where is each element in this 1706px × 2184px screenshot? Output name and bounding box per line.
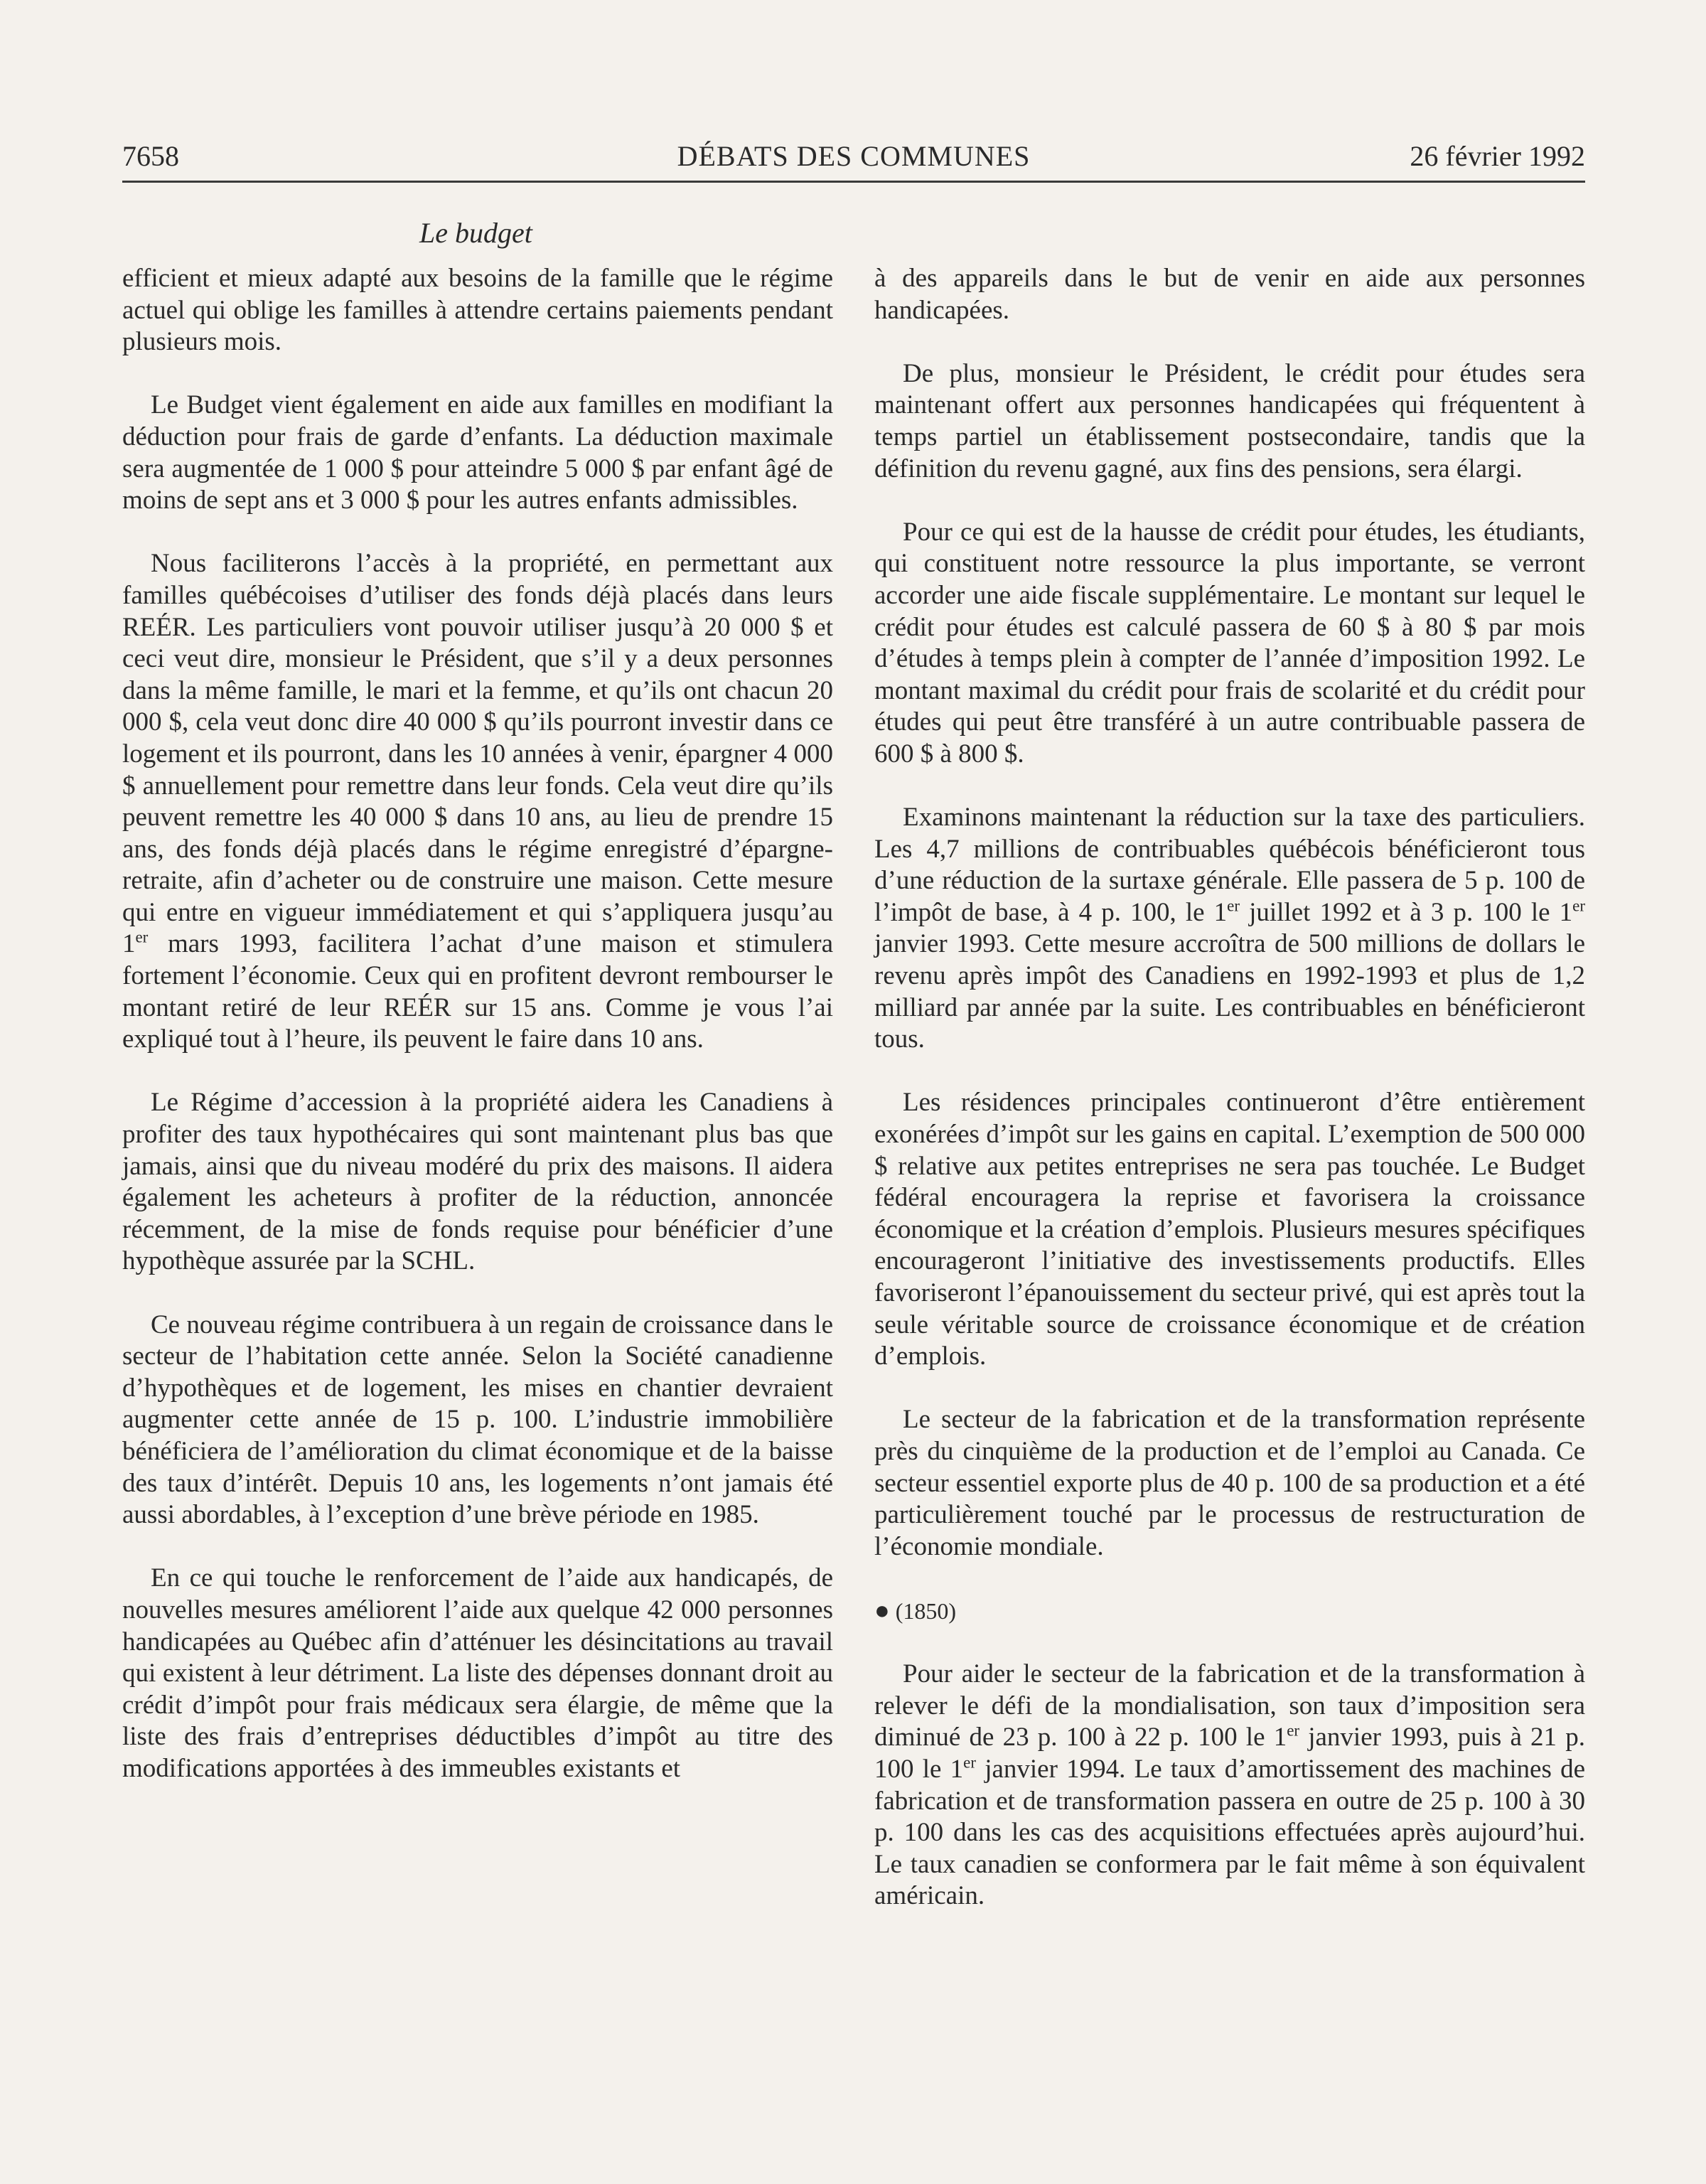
journal-title: DÉBATS DES COMMUNES — [677, 140, 1031, 172]
paragraph: efficient et mieux adapté aux besoins de la famille que le régime actuel qui oblige les familles à attendre certains paiements pendant plusieurs mois. — [122, 264, 833, 357]
superscript: er — [135, 928, 149, 947]
paragraph-text: juillet 1992 et à 3 p. 100 le 1 — [1240, 897, 1573, 927]
paragraph: Le Budget vient également en aide aux familles en modifiant la déduction pour frais de garde d’enfants. La déduction maximale sera augmentée de 1 000 $ pour atteindre 5 000 $ par enfant âgé de moins de sept ans et 3 000 $ pour les autres enfants admissibles. — [122, 390, 833, 515]
section-title: Le budget — [419, 217, 532, 249]
superscript: er — [1227, 896, 1240, 915]
page-header — [122, 135, 1585, 183]
right-column — [874, 263, 1585, 1944]
bullet-icon: ● — [874, 1595, 890, 1624]
paragraph-text: janvier 1993. Cette mesure accroîtra de 500 millions de dollars le revenu après impôt des Canadiens en 1992-1993 et plus de 1,2 milliard par année par la suite. Les contribuables en bénéficieront tous. — [874, 929, 1585, 1054]
paragraph — [874, 802, 1585, 1056]
paragraph: à des appareils dans le but de venir en aide aux personnes handicapées. — [874, 264, 1585, 325]
paragraph: Pour ce qui est de la hausse de crédit pour études, les étudiants, qui constituent notre ressource la plus importante, se verront accorder une aide fiscale supplémentaire. Le montant sur lequel le crédit pour études est calculé passera de 60 $ à 80 $ par mois d’études à temps plein à compter de l’année d’imposition 1992. Le montant maximal du crédit pour frais de scolarité et du crédit pour études qui peut être transféré à un autre contribuable passera de 600 $ à 800 $. — [874, 517, 1585, 769]
paragraph: Les résidences principales continueront d’être entièrement exonérées d’impôt sur les gains en capital. L’exemption de 500 000 $ relative aux petites entreprises ne sera pas touchée. Le Budget fédéral encouragera la reprise et favorisera la croissance économique et la création d’emplois. Plusieurs mesures spécifiques encourageront l’initiative des investissements productifs. Elles favoriseront l’épanouissement du secteur privé, qui est après tout la seule véritable source de croissance économique et de création d’emplois. — [874, 1088, 1585, 1371]
paragraph-text: Examinons maintenant la réduction sur la taxe des particuliers. Les 4,7 millions de contribuables québécois bénéficieront tous d’une réduction de la surtaxe générale. Elle passera de 5 p. 100 de l’impôt de base, à 4 p. 100, le 1 — [874, 803, 1585, 927]
page-number: 7658 — [122, 140, 179, 172]
left-column — [122, 263, 833, 1816]
paragraph-text: Pour aider le secteur de la fabrication et de la transformation à relever le défi de la mondialisation, son taux d’imposition sera diminué de 23 p. 100 à 22 p. 100 le 1 — [874, 1659, 1585, 1752]
paragraph-text: janvier 1994. Le taux d’amortissement des machines de fabrication et de transformation passera en outre de 25 p. 100 à 30 p. 100 dans les cas des acquisitions effectuées après aujourd’hui. Le taux canadien se conformera par le fait même à son équivalent américain. — [874, 1754, 1585, 1911]
paragraph — [874, 1659, 1585, 1912]
superscript: er — [963, 1753, 976, 1772]
page-date: 26 février 1992 — [1410, 140, 1585, 172]
paragraph-text: mars 1993, facilitera l’achat d’une maison et stimulera fortement l’économie. Ceux qui en profitent devront rembourser le montant retiré de leur REÉR sur 15 ans. Comme je vous l’ai expliqué tout à l’heure, ils peuvent le faire dans 10 ans. — [122, 929, 833, 1054]
paragraph: Le secteur de la fabrication et de la transformation représente près du cinquième de la production et de l’emploi au Canada. Ce secteur essentiel exporte plus de 40 p. 100 de sa production et a été particulièrement touché par le processus de restructuration de l’économie mondiale. — [874, 1405, 1585, 1561]
paragraph-text: Nous faciliterons l’accès à la propriété, en permettant aux familles québécoises d’utiliser des fonds déjà placés dans leurs REÉR. Les particuliers vont pouvoir utiliser jusqu’à 20 000 $ et ceci veut dire, monsieur le Président, que s’il y a deux personnes dans la même famille, le mari et la femme, et qu’ils ont chacun 20 000 $, cela veut donc dire 40 000 $ qu’ils pourront investir dans ce logement et ils pourront, dans les 10 années à venir, épargner 4 000 $ annuellement pour remettre dans leur fonds. Cela veut dire qu’ils peuvent remettre les 40 000 $ dans 10 ans, au lieu de prendre 15 ans, des fonds déjà placés dans le régime enregistré d’épargne-retraite, afin d’acheter ou de construire une maison. Cette mesure qui entre en vigueur immédiatement et qui s’appliquera jusqu’au 1 — [122, 549, 833, 959]
superscript: er — [1287, 1721, 1300, 1740]
time-marker — [874, 1595, 1585, 1627]
paragraph: Ce nouveau régime contribuera à un regain de croissance dans le secteur de l’habitation cette année. Selon la Société canadienne d’hypothèques et de logement, les mises en chantier devraient augmenter cette année de 15 p. 100. L’industrie immobilière bénéficiera de l’amélioration du climat économique et de la baisse des taux d’intérêt. Depuis 10 ans, les logements n’ont jamais été aussi abordables, à l’exception d’une brève période en 1985. — [122, 1310, 833, 1530]
paragraph: Le Régime d’accession à la propriété aidera les Canadiens à profiter des taux hypothécaires qui sont maintenant plus bas que jamais, ainsi que du niveau modéré du prix des maisons. Il aidera également les acheteurs à profiter de la réduction, annoncée récemment, de la mise de fonds requise pour bénéficier d’une hypothèque assurée par la SCHL. — [122, 1088, 833, 1276]
superscript: er — [1572, 896, 1585, 915]
paragraph: De plus, monsieur le Président, le crédit pour études sera maintenant offert aux personnes handicapées qui fréquentent à temps partiel un établissement postsecondaire, tandis que la définition du revenu gagné, aux fins des pensions, sera élargi. — [874, 358, 1585, 483]
paragraph — [122, 548, 833, 1056]
paragraph: En ce qui touche le renforcement de l’aide aux handicapés, de nouvelles mesures améliorent l’aide aux quelque 42 000 personnes handicapées au Québec afin d’atténuer les désincitations au travail qui existent à leur détriment. La liste des dépenses donnant droit au crédit d’impôt pour frais médicaux sera élargie, de même que la liste des frais d’entreprises déductibles d’impôt au titre des modifications apportées à des immeubles existants et — [122, 1563, 833, 1783]
paragraph-text: janvier 1993, puis à 21 p. 100 le 1 — [874, 1723, 1585, 1784]
time-marker-text: (1850) — [895, 1597, 957, 1624]
